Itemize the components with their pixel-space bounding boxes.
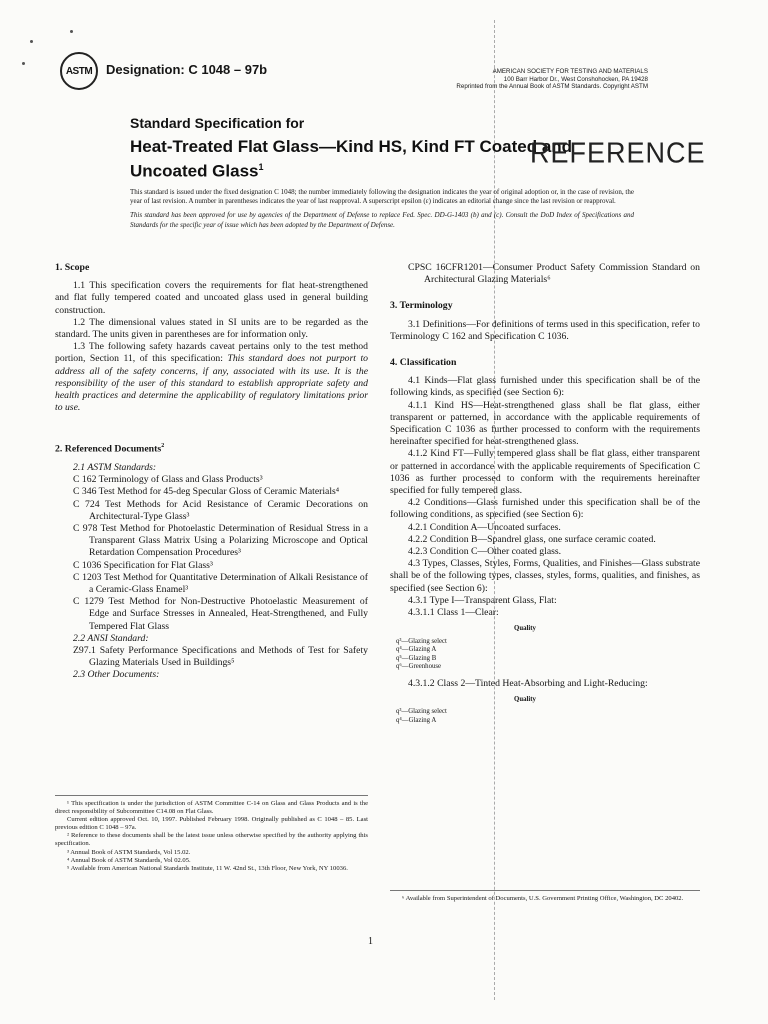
title-line-2: Heat-Treated Flat Glass—Kind HS, Kind FT Coated and — [130, 137, 573, 156]
para-1-3: 1.3 The following safety hazards caveat pertains only to the test method portion, Section 11, of this specification: This standard does not purport to address all of the safety concerns, if any, associated with its use. It is the responsibility of the user of this standard to establish appropriate safety and health practices and determine the applicability of regulatory limitations prior to use. — [55, 341, 369, 414]
para-4-2-1: 4.2.1 Condition A—Uncoated surfaces. — [408, 521, 561, 533]
standard-notice — [130, 188, 634, 235]
ref-item: Z97.1 Safety Performance Specifications and Methods of Test for Safety Glazing Materials Used in Buildings⁵ — [73, 644, 368, 669]
section-terminology-heading: 3. Terminology — [390, 300, 453, 312]
para-4-3-1-2: 4.3.1.2 Class 2—Tinted Heat-Absorbing and Light-Reducing: — [408, 677, 648, 689]
footnote: ² Reference to these documents shall be the latest issue unless otherwise specified by the authority applying this specification. — [55, 832, 368, 848]
astm-standards-heading: 2.1 ASTM Standards: — [73, 461, 157, 473]
footnote: ⁶ Available from Superintendent of Documents, U.S. Government Printing Office, Washington, DC 20402. — [402, 895, 684, 902]
right-column — [390, 262, 700, 731]
ansi-standard-heading: 2.2 ANSI Standard: — [73, 632, 149, 644]
scan-speck — [22, 62, 25, 65]
dod-notice-paragraph: This standard has been approved for use by agencies of the Department of Defense to replace Fed. Spec. DD-G-1403 (b) and (c). Consult the DoD Index of Specifications and Standards for the specific year of issue which has been adopted by the Department of Defense. — [130, 211, 634, 229]
para-4-2-3: 4.2.3 Condition C—Other coated glass. — [408, 546, 562, 558]
publisher-line: Reprinted from the Annual Book of ASTM Standards. Copyright ASTM — [456, 83, 648, 90]
quality-item: q⁴—Glazing A — [396, 716, 437, 724]
para-4-1-2: 4.1.2 Kind FT—Fully tempered glass shall be flat glass, either transparent or patterned in accordance with the applicable requirements of Specification C 1036 as further processed to conform with the requirements hereinafter specified for fully tempered glass. — [390, 448, 700, 497]
quality-list-class-2 — [390, 696, 700, 726]
para-4-3-1: 4.3.1 Type I—Transparent Glass, Flat: — [408, 594, 557, 606]
ref-item: C 1279 Test Method for Non-Destructive Photoelastic Measurement of Edge and Surface Stresses in Annealed, Heat-Strengthened, and Fully Tempered Flat Glass — [73, 596, 368, 632]
quality-heading: Quality — [514, 695, 536, 703]
scan-speck — [30, 40, 33, 43]
ref-item: C 346 Test Method for 45-deg Specular Gloss of Ceramic Materials⁴ — [73, 486, 340, 498]
footnotes-right — [390, 890, 700, 903]
quality-item: q⁴—Glazing A — [396, 646, 437, 654]
section-classification-heading: 4. Classification — [390, 357, 457, 369]
designation: Designation: C 1048 – 97b — [106, 62, 268, 77]
title-line-1: Standard Specification for — [130, 115, 305, 131]
publisher-line: 100 Barr Harbor Dr., West Conshohocken, PA 19428 — [503, 75, 648, 83]
publisher-line: AMERICAN SOCIETY FOR TESTING AND MATERIALS — [492, 68, 648, 75]
section-scope-heading: 1. Scope — [55, 262, 90, 273]
para-4-3: 4.3 Types, Classes, Styles, Forms, Qualities, and Finishes—Glass substrate shall be of the following types, classes, styles, forms, qualities, and finishes, as specified (see Section 6): — [390, 558, 700, 594]
scan-speck — [70, 30, 73, 33]
footnote: ³ Annual Book of ASTM Standards, Vol 15.02. — [67, 848, 191, 856]
page-number: 1 — [368, 936, 373, 947]
para-4-1: 4.1 Kinds—Flat glass furnished under this specification shall be of the following kinds, as specified (see Section 6): — [390, 375, 700, 399]
ref-item: C 162 Terminology of Glass and Glass Products³ — [73, 474, 263, 486]
footnote: ⁵ Available from American National Standards Institute, 11 W. 42nd St., 13th Floor, New York, NY 10036. — [67, 864, 348, 872]
publisher-block — [408, 68, 648, 91]
notice-paragraph: This standard is issued under the fixed designation C 1048; the number immediately following the designation indicates the year of original adoption or, in the case of revision, the year of last revision. A number in parentheses indicates the year of last reapproval. A superscript epsilon (ε) indicates an editorial change since the last revision or reapproval. — [130, 188, 634, 206]
quality-item: q³—Glazing select — [396, 708, 447, 716]
title-line-3: Uncoated Glass$^1$ — [130, 161, 264, 181]
quality-list-class-1 — [390, 625, 700, 672]
astm-logo: ASTM — [60, 52, 98, 90]
footnote: Current edition approved Oct. 10, 1997. Published February 1998. Originally published as C 1048 – 85. Last previous edition C 1048 – 97a. — [55, 816, 368, 832]
para-1-2: 1.2 The dimensional values stated in SI units are to be regarded as the standard. The units given in parentheses are for information only. — [55, 316, 368, 341]
ref-item: C 978 Test Method for Photoelastic Determination of Residual Stress in a Transparent Glass Matrix Using a Polarizing Microscope and Optical Retardation Compensation Procedures³ — [73, 522, 368, 559]
other-documents-heading: 2.3 Other Documents: — [73, 669, 160, 681]
ref-item: C 1203 Test Method for Quantitative Determination of Alkali Resistance of a Ceramic-Glass Enamel³ — [73, 571, 368, 595]
ref-item: C 1036 Specification for Flat Glass³ — [73, 559, 213, 571]
left-column — [55, 262, 368, 682]
footnotes-left — [55, 795, 368, 873]
para-4-1-1: 4.1.1 Kind HS—Heat-strengthened glass shall be flat glass, either transparent or patterned, in accordance with the applicable requirements of Specification C 1036 as further processed to conform with the requirements hereinafter specified for heat-strengthened glass. — [390, 399, 700, 448]
quality-item: q⁶—Greenhouse — [396, 663, 442, 671]
section-refdocs-heading: 2. Referenced Documents$^2$ — [55, 443, 165, 455]
quality-item: q⁵—Glazing B — [396, 654, 437, 662]
footnote: ⁴ Annual Book of ASTM Standards, Vol 02.05. — [67, 856, 191, 864]
para-4-3-1-1: 4.3.1.1 Class 1—Clear: — [408, 607, 499, 619]
para-3-1: 3.1 Definitions—For definitions of terms used in this specification, refer to Terminology C 162 and Specification C 1036. — [390, 318, 700, 342]
footnote: ¹ This specification is under the jurisdiction of ASTM Committee C-14 on Glass and Glass Products and is the direct responsibility of Subcommittee C14.08 on Flat Glass. — [55, 800, 368, 816]
cpsc-reference: CPSC 16CFR1201—Consumer Product Safety Commission Standard on Architectural Glazing Materials⁶ — [408, 262, 700, 286]
quality-heading: Quality — [514, 625, 536, 633]
para-1-1: 1.1 This specification covers the requirements for flat heat-strengthened and flat fully tempered coated and uncoated glass used in general building construction. — [55, 280, 368, 316]
reference-stamp: REFERENCE — [530, 137, 706, 169]
ref-item: C 724 Test Methods for Acid Resistance of Ceramic Decorations on Architectural-Type Glass³ — [73, 498, 368, 522]
para-4-2-2: 4.2.2 Condition B—Spandrel glass, one surface ceramic coated. — [408, 533, 656, 545]
para-4-2: 4.2 Conditions—Glass furnished under this specification shall be of the following conditions, as specified (see Section 6): — [390, 497, 700, 521]
quality-item: q³—Glazing select — [396, 637, 447, 645]
